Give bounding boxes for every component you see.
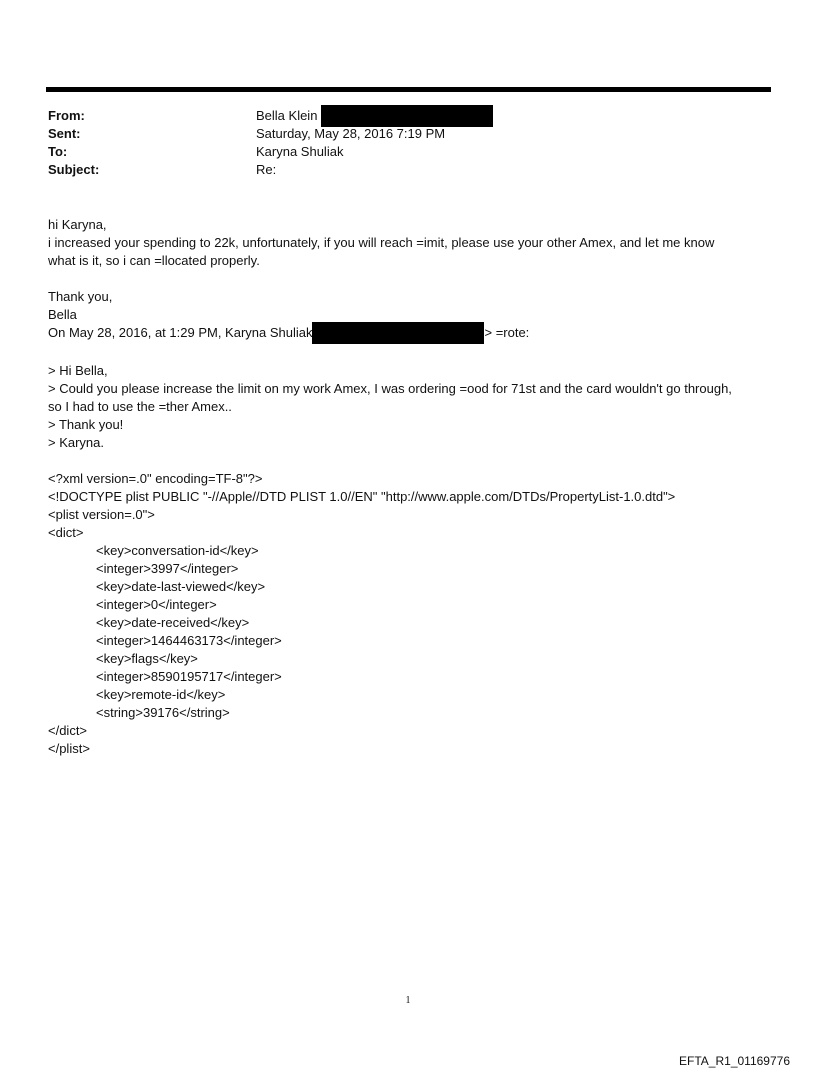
sent-label: Sent: [48, 126, 81, 141]
greeting: hi Karyna, [48, 217, 107, 232]
quote-line: > Could you please increase the limit on my work Amex, I was ordering =ood for 71st and the card wouldn't go through, [48, 381, 732, 396]
to-row [48, 143, 768, 161]
plist-line: <key>date-last-viewed</key> [96, 579, 266, 594]
quote-line: > Hi Bella, [48, 363, 108, 378]
subject-label: Subject: [48, 162, 100, 177]
plist-line: <?xml version=.0" encoding=TF-8"?> [48, 471, 263, 486]
plist-line: </plist> [48, 741, 90, 756]
email-body [48, 216, 778, 758]
top-rule [46, 87, 771, 92]
quote-line: > Thank you! [48, 417, 124, 432]
subject-value: Re: [256, 162, 277, 177]
plist-line: </dict> [48, 723, 88, 738]
plist-line: <key>flags</key> [96, 651, 198, 666]
email-header [48, 107, 768, 179]
redaction-box [321, 105, 493, 127]
plist-line: <key>date-received</key> [96, 615, 250, 630]
quoted-header-prefix: On May 28, 2016, at 1:29 PM, Karyna Shuliak [48, 325, 313, 340]
plist-line: <integer>8590195717</integer> [96, 669, 282, 684]
redaction-box [312, 322, 484, 344]
plist-line: <dict> [48, 525, 84, 540]
quoted-header [48, 324, 778, 344]
to-label: To: [48, 144, 68, 159]
body-line: what is it, so i can =llocated properly. [48, 253, 260, 268]
quote-line: > Karyna. [48, 435, 105, 450]
page-number: 1 [405, 995, 411, 1006]
body-line: i increased your spending to 22k, unfortunately, if you will reach =imit, please use your other Amex, and let me know [48, 235, 715, 250]
document-id: EFTA_R1_01169776 [679, 1054, 790, 1068]
plist-line: <plist version=.0"> [48, 507, 155, 522]
signature: Bella [48, 307, 77, 322]
plist-line: <key>remote-id</key> [96, 687, 226, 702]
plist-line: <string>39176</string> [96, 705, 230, 720]
sent-row [48, 125, 768, 143]
quoted-header-suffix: > =rote: [484, 325, 530, 340]
plist-line: <integer>0</integer> [96, 597, 217, 612]
plist-line: <integer>3997</integer> [96, 561, 239, 576]
to-value: Karyna Shuliak [256, 144, 344, 159]
plist-line: <integer>1464463173</integer> [96, 633, 282, 648]
thanks: Thank you, [48, 289, 113, 304]
plist-line: <key>conversation-id</key> [96, 543, 259, 558]
from-row [48, 107, 768, 125]
sent-value: Saturday, May 28, 2016 7:19 PM [256, 126, 446, 141]
from-value [256, 107, 493, 127]
from-name: Bella Klein [256, 108, 318, 123]
quote-line: so I had to use the =ther Amex.. [48, 399, 232, 414]
subject-row [48, 161, 768, 179]
from-label: From: [48, 108, 85, 123]
plist-line: <!DOCTYPE plist PUBLIC "-//Apple//DTD PLIST 1.0//EN" "http://www.apple.com/DTDs/PropertyList-1.0.dtd"> [48, 489, 676, 504]
